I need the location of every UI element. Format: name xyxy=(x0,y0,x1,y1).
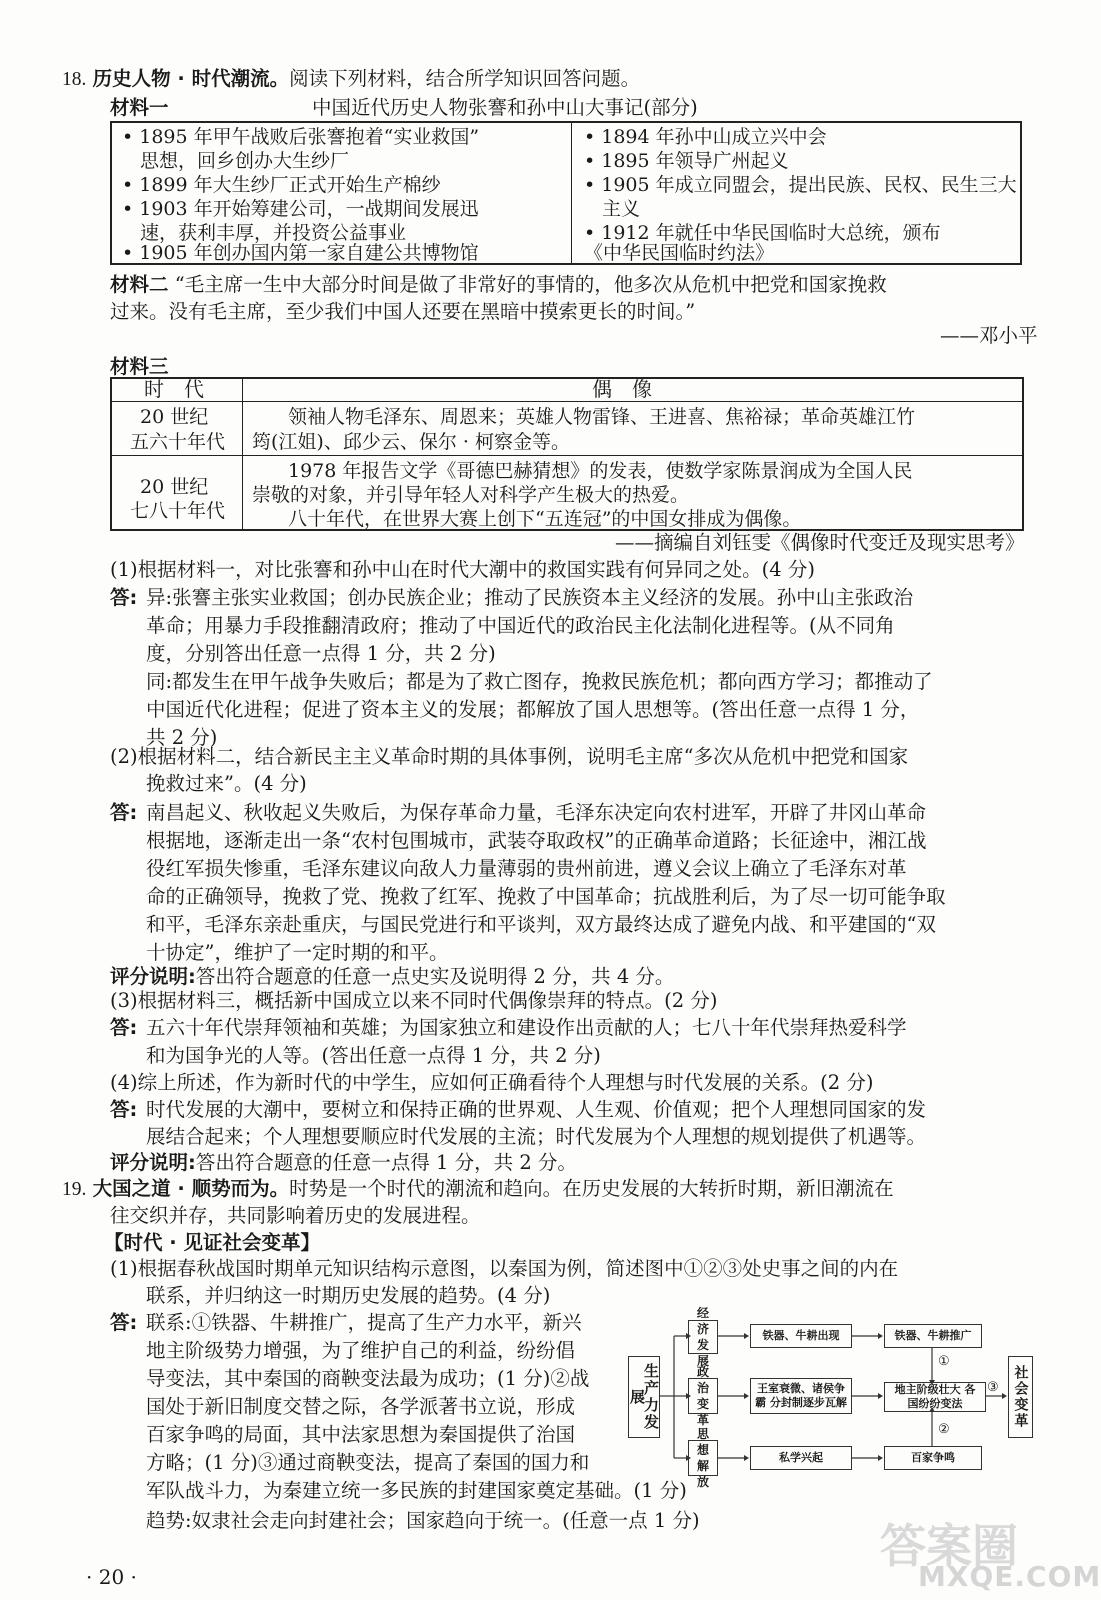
diagram-root xyxy=(628,1356,660,1438)
answer-line: 五六十年代崇拜领袖和英雄；为国家独立和建设作出贡献的人；七八十年代崇拜热爱科学 xyxy=(146,1016,907,1039)
diagram-box: 私学兴起 xyxy=(750,1446,852,1470)
knowledge-structure-diagram xyxy=(628,1306,1033,1489)
q19-intro: 时势是一个时代的潮流和趋向。在历史发展的大转折时期，新旧潮流在 xyxy=(289,1177,894,1200)
answer-line: 根据地，逐渐走出一条“农村包围城市，武装夺取政权”的正确革命道路；长征途中，湘江战 xyxy=(146,829,927,852)
answer-line: 和为国争光的人等。(答出任意一点得 1 分，共 2 分) xyxy=(146,1044,601,1067)
answer-line: 方略；(1 分)③通过商鞅变法，提高了秦国的国力和 xyxy=(146,1451,590,1474)
diagram-box: 铁器、牛耕推广 xyxy=(884,1324,982,1348)
diagram-mark: ② xyxy=(938,1422,950,1437)
material-3-label: 材料三 xyxy=(110,355,169,378)
answer-line: 导变法，其中秦国的商鞅变法最为成功；(1 分)②战 xyxy=(146,1367,590,1390)
answer-line: 同:都发生在甲午战争失败后；都是为了救亡图存，挽救民族危机；都向西方学习；都推动了 xyxy=(146,670,933,693)
answer-line: 地主阶级势力增强，为了维护自己的利益，纷纷倡 xyxy=(146,1339,576,1362)
answer-line: 联系:①铁器、牛耕推广，提高了生产力水平，新兴 xyxy=(146,1311,582,1334)
m1-right-line: 主义 xyxy=(602,198,641,220)
answer-line: 役红军损失惨重，毛泽东建议向敌人力量薄弱的贵州前进，遵义会议上确立了毛泽东对革 xyxy=(146,857,907,880)
q18-number: 18. xyxy=(62,69,87,90)
answer-line: 革命；用暴力手段推翻清政府；推动了中国近代的政治民主化法制化进程等。(从不同角 xyxy=(146,614,895,637)
q18-sub4: (4)综上所述，作为新时代的中学生，应如何正确看待个人理想与时代发展的关系。(2 分) xyxy=(110,1071,874,1094)
scoring-text: 答出符合题意的任意一点史实及说明得 2 分，共 4 分。 xyxy=(195,965,675,988)
diagram-mark: ① xyxy=(938,1354,950,1369)
header-idol: 偶 像 xyxy=(592,377,652,401)
diagram-box: 铁器、牛耕出现 xyxy=(750,1324,852,1348)
answer-line: 展结合起来；个人理想要顺应时代发展的主流；时代发展为个人理想的规划提供了机遇等。 xyxy=(146,1125,927,1148)
q18-sub3: (3)根据材料三，概括新中国成立以来不同时代偶像崇拜的特点。(2 分) xyxy=(110,989,718,1012)
row2-text: 八十年代，在世界大赛上创下“五连冠”的中国女排成为偶像。 xyxy=(288,508,802,530)
m1-right-line: • 1912 年就任中华民国临时大总统，颁布 xyxy=(584,222,941,244)
m1-left-line: 思想，回乡创办大生纱厂 xyxy=(140,150,350,172)
scoring-label: 评分说明: xyxy=(110,1151,196,1174)
m1-left-line: • 1895 年甲午战败后张謇抱着“实业救国” xyxy=(122,126,480,148)
m1-left-line: • 1899 年大生纱厂正式开始生产棉纱 xyxy=(122,174,441,196)
scoring-note xyxy=(110,1150,577,1176)
diagram-category: 政治变革 xyxy=(688,1378,718,1414)
material-2-source: ——邓小平 xyxy=(940,324,1038,347)
diagram-result-label: 社会变革 xyxy=(1012,1365,1029,1429)
watermark-url: MXQE.COM xyxy=(918,1560,1101,1593)
row1-era: 五六十年代 xyxy=(130,431,226,453)
row2-era: 七八十年代 xyxy=(130,500,226,522)
answer-line: 时代发展的大潮中，要树立和保持正确的世界观、人生观、价值观；把个人理想同国家的发 xyxy=(146,1098,927,1121)
diagram-box: 王室衰微、诸侯争霸 分封制逐步瓦解 xyxy=(750,1378,852,1414)
diagram-mark: ③ xyxy=(987,1380,999,1395)
row2-text: 崇敬的对象，并引导年轻人对科学产生极大的热爱。 xyxy=(252,484,690,506)
diagram-box: 百家争鸣 xyxy=(884,1446,982,1470)
m1-right-line: • 1905 年成立同盟会，提出民族、民权、民生三大 xyxy=(584,174,1017,196)
row2-text: 1978 年报告文学《哥德巴赫猜想》的发表，使数学家陈景润成为全国人民 xyxy=(288,460,913,482)
answer-line: 中国近代化进程；促进了资本主义的发展；都解放了国人思想等。(答出任意一点得 1 分， xyxy=(146,698,920,721)
answer-line: 百家争鸣的局面，其中法家思想为秦国提供了治国 xyxy=(146,1423,576,1446)
m1-left-line: 速，获利丰厚，并投资公益事业 xyxy=(140,222,407,244)
material-1-label: 材料一 xyxy=(110,96,169,119)
q19-sub1-cont: 联系，并归纳这一时期历史发展的趋势。(4 分) xyxy=(146,1284,551,1307)
answer-line: 命的正确领导，挽救了党、挽救了红军、挽救了中国革命；抗战胜利后，为了尽一切可能争取 xyxy=(146,885,946,908)
q19-section: 【时代 · 见证社会变革】 xyxy=(104,1231,320,1254)
material-2-line1 xyxy=(110,272,887,298)
material-1-caption: 中国近代历史人物张謇和孙中山大事记(部分) xyxy=(312,96,698,119)
table-column-divider xyxy=(242,379,243,529)
m1-right-line: 《中华民国临时约法》 xyxy=(584,242,775,264)
page-number: · 20 · xyxy=(86,1565,137,1589)
q18-heading xyxy=(62,66,640,93)
watermark-logo: 答案圈 xyxy=(880,1519,1018,1573)
q19-number: 19. xyxy=(62,1179,87,1200)
scoring-text: 答出符合题意的任意一点得 1 分，共 2 分。 xyxy=(195,1151,577,1174)
answer-label: 答: xyxy=(110,1098,138,1121)
scoring-note xyxy=(110,964,674,990)
answer-line: 趋势:奴隶社会走向封建社会；国家趋向于统一。(任意一点 1 分) xyxy=(146,1509,700,1532)
diagram-result xyxy=(1008,1356,1033,1438)
diagram-category: 思想解放 xyxy=(688,1440,718,1476)
table-divider xyxy=(571,123,572,263)
material-3-table xyxy=(110,377,1024,531)
row1-text: 领袖人物毛泽东、周恩来；英雄人物雷锋、王进喜、焦裕禄；革命英雄江竹 xyxy=(288,406,916,428)
m1-right-line: • 1895 年领导广州起义 xyxy=(584,150,789,172)
q19-title: 大国之道 · 顺势而为。 xyxy=(92,1177,290,1200)
row1-text: 筠(江姐)、邱少云、保尔 · 柯察金等。 xyxy=(252,431,570,453)
diagram-box: 地主阶级壮大 各国纷纷变法 xyxy=(884,1382,986,1412)
scoring-label: 评分说明: xyxy=(110,965,196,988)
m1-left-line: • 1905 年创办国内第一家自建公共博物馆 xyxy=(122,242,479,264)
answer-line: 共 2 分) xyxy=(146,726,218,749)
answer-line: 和平，毛泽东亲赴重庆，与国民党进行和平谈判，双方最终达成了避免内战、和平建国的“双 xyxy=(146,913,936,936)
material-3-source: ——摘编自刘钰雯《偶像时代变迁及现实思考》 xyxy=(615,531,1025,554)
answer-line: 十协定”，维护了一定时期的和平。 xyxy=(146,941,449,964)
answer-label: 答: xyxy=(110,1311,138,1334)
q18-prompt: 阅读下列材料，结合所学知识回答问题。 xyxy=(289,67,641,90)
answer-label: 答: xyxy=(110,801,138,824)
q18-sub2: (2)根据材料二，结合新民主主义革命时期的具体事例，说明毛主席“多次从危机中把党和国家 xyxy=(110,745,909,768)
answer-label: 答: xyxy=(110,1016,138,1039)
diagram-root-label: 生产力发展 xyxy=(628,1363,660,1431)
q19-heading xyxy=(62,1176,894,1203)
answer-label: 答: xyxy=(110,586,138,609)
header-era: 时 代 xyxy=(144,377,204,401)
q18-sub2-cont: 挽救过来”。(4 分) xyxy=(146,772,307,795)
answer-line: 异:张謇主张实业救国；创办民族企业；推动了民族资本主义经济的发展。孙中山主张政治 xyxy=(146,586,914,609)
m1-left-line: • 1903 年开始筹建公司，一战期间发展迅 xyxy=(122,198,479,220)
material-2-text: “毛主席一生中大部分时间是做了非常好的事情的，他多次从危机中把党和国家挽救 xyxy=(174,273,887,296)
m1-right-line: • 1894 年孙中山成立兴中会 xyxy=(584,126,827,148)
q18-sub1: (1)根据材料一，对比张謇和孙中山在时代大潮中的救国实践有何异同之处。(4 分) xyxy=(110,558,815,581)
diagram-category: 经济发展 xyxy=(688,1320,718,1354)
answer-line: 国处于新旧制度交替之际，各学派著书立说，形成 xyxy=(146,1395,576,1418)
q19-sub1: (1)根据春秋战国时期单元知识结构示意图，以秦国为例，简述图中①②③处史事之间的内在 xyxy=(110,1257,899,1280)
row1-era: 20 世纪 xyxy=(140,406,209,428)
answer-line: 军队战斗力，为秦建立统一多民族的封建国家奠定基础。(1 分) xyxy=(146,1479,687,1502)
answer-line: 度，分别答出任意一点得 1 分，共 2 分) xyxy=(146,642,496,665)
material-1-table xyxy=(110,121,1022,265)
q18-title: 历史人物 · 时代潮流。 xyxy=(92,67,290,90)
material-2-line2: 过来。没有毛主席，至少我们中国人还要在黑暗中摸索更长的时间。” xyxy=(110,300,696,323)
q19-intro-cont: 往交织并存，共同影响着历史的发展进程。 xyxy=(110,1204,481,1227)
row2-era: 20 世纪 xyxy=(140,476,209,498)
material-2-label: 材料二 xyxy=(110,273,169,296)
answer-line: 南昌起义、秋收起义失败后，为保存革命力量，毛泽东决定向农村进军，开辟了井冈山革命 xyxy=(146,801,927,824)
table-header-row xyxy=(112,379,1022,402)
